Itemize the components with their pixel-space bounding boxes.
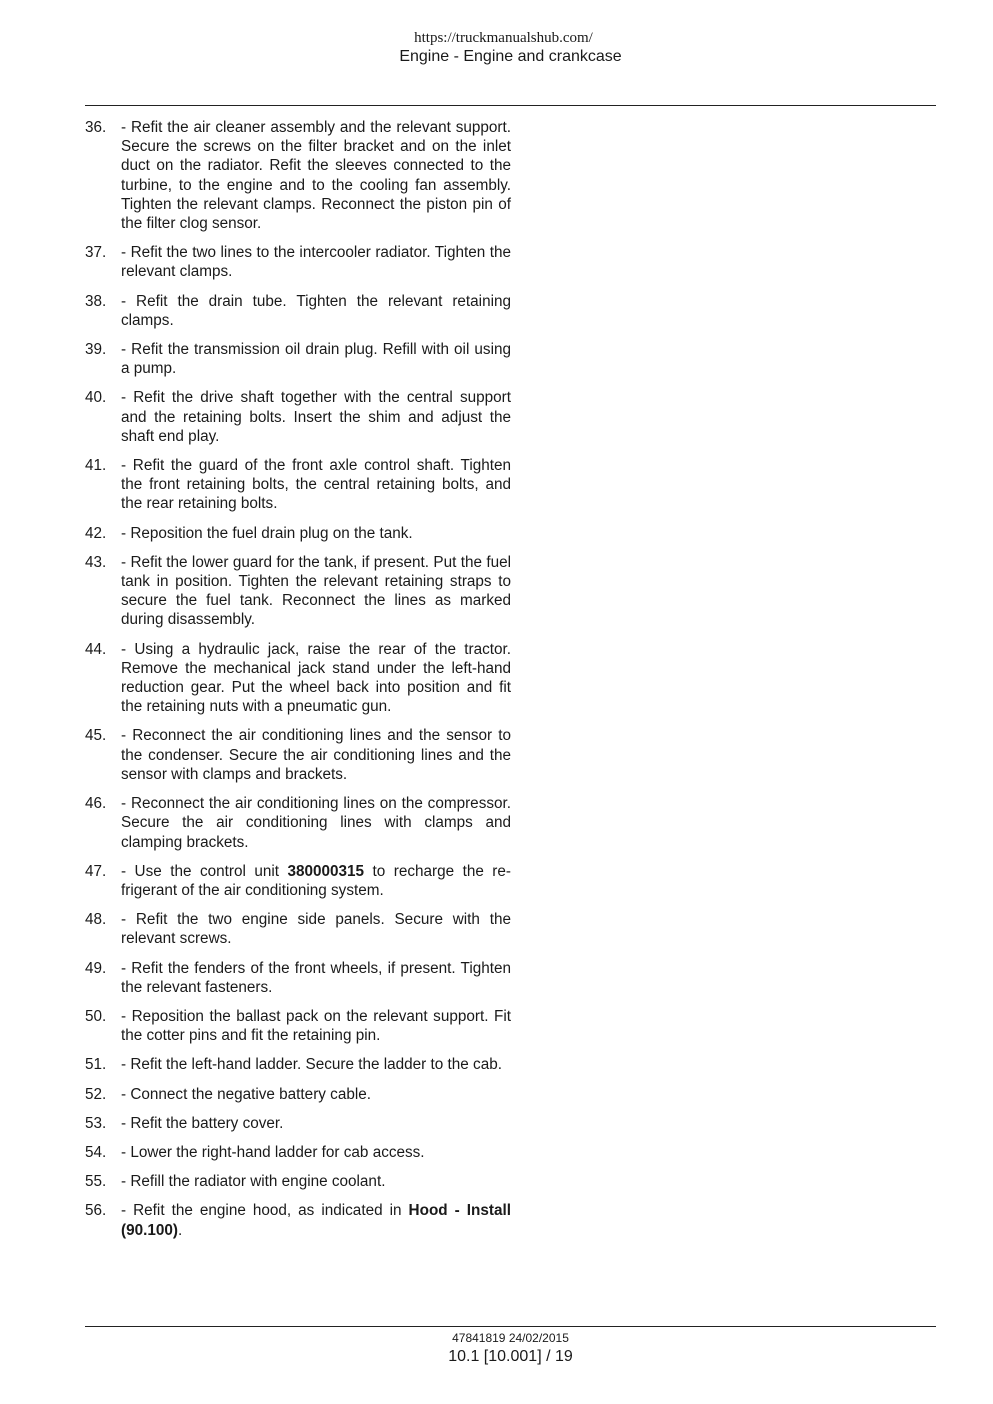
- step-item: [85, 1172, 511, 1191]
- step-text: - Reposition the fuel drain plug on the tank.: [121, 524, 413, 542]
- step-text: - Refit the battery cover.: [121, 1114, 284, 1132]
- step-item: [85, 1201, 511, 1239]
- step-number: 42.: [85, 524, 107, 542]
- step-text: - Refit the fenders of the front wheels, if present. Tighten the relevant fasteners.: [121, 959, 511, 996]
- step-text: - Reconnect the air conditioning lines on the compressor. Secure the air conditioning lines with clamps and clamping brackets.: [121, 795, 511, 851]
- step-item: [85, 640, 511, 717]
- step-item: [85, 388, 511, 446]
- step-number: 52.: [85, 1085, 107, 1103]
- step-number: 40.: [85, 389, 107, 407]
- step-text: - Refit the drive shaft together with the central support and the retaining bolts. Insert the shim and adjust the shaft end play.: [121, 389, 511, 445]
- step-number: 45.: [85, 727, 107, 745]
- step-item: [85, 553, 511, 630]
- step-item: [85, 1055, 511, 1074]
- step-number: 44.: [85, 640, 107, 658]
- step-text: - Using a hydraulic jack, raise the rear of the tractor. Remove the mechanical jack stand under the left-hand reduction gear. Put the wheel back into position and fit the retaining nuts with a pneumatic gun.: [121, 640, 511, 716]
- step-item: [85, 292, 511, 330]
- step-number: 41.: [85, 457, 107, 475]
- step-number: 47.: [85, 862, 107, 880]
- step-text-after: .: [177, 1221, 183, 1239]
- step-text: - Refit the left-hand ladder. Secure the ladder to the cab.: [121, 1056, 502, 1074]
- step-text: - Connect the negative battery cable.: [121, 1085, 372, 1103]
- step-item: [85, 243, 511, 281]
- step-number: 36.: [85, 119, 107, 136]
- footer-divider: [85, 1326, 936, 1327]
- step-text: - Refit the air cleaner assembly and the relevant support. Secure the screws on the filter bracket and on the inlet duct on the radiator. Refit the sleeves connected to the turbine, to the engine and to the cooling fan assembly. Tighten the relevant clamps. Reconnect the piston pin of the filter clog sensor.: [121, 119, 511, 233]
- step-text: - Refit the guard of the front axle control shaft. Tighten the front retaining bolts, the central retaining bolts, and the rear retaining bolts.: [121, 457, 511, 513]
- step-number: 56.: [85, 1202, 107, 1220]
- step-number: 55.: [85, 1173, 107, 1191]
- step-item: [85, 1085, 511, 1104]
- step-text: - Refit the lower guard for the tank, if present. Put the fuel tank in position. Tighten the relevant retaining straps to secure the fuel tank. Reconnect the lines as marked during disassembly.: [121, 553, 511, 629]
- procedure-steps-list: [85, 118, 511, 1250]
- step-text: [121, 862, 511, 900]
- step-item: [85, 910, 511, 948]
- step-text-before: - Refit the engine hood, as indicated in: [121, 1202, 409, 1220]
- step-item: [85, 1114, 511, 1133]
- step-item: [85, 456, 511, 514]
- header-url: https://truckmanualshub.com/: [414, 30, 593, 46]
- step-text: - Refit the transmission oil drain plug. Refill with oil using a pump.: [121, 341, 511, 378]
- step-number: 37.: [85, 244, 107, 262]
- step-text: - Reposition the ballast pack on the relevant support. Fit the cotter pins and fit the retaining pin.: [121, 1007, 511, 1045]
- tool-part-number: 380000315: [287, 862, 365, 880]
- step-text: - Refill the radiator with engine coolant.: [121, 1173, 386, 1191]
- step-item: [85, 118, 511, 233]
- page-reference: 10.1 [10.001] / 19: [448, 1348, 573, 1365]
- step-text: - Reconnect the air conditioning lines and the sensor to the condenser. Secure the air conditioning lines and the sensor with clamps and brackets.: [121, 727, 511, 783]
- step-item: [85, 959, 511, 997]
- step-number: 38.: [85, 292, 107, 310]
- step-text-after: to recharge the refrigerant of the air conditioning system.: [121, 862, 512, 899]
- step-item: [85, 862, 511, 900]
- step-item: [85, 340, 511, 378]
- step-number: 48.: [85, 911, 107, 929]
- cross-reference-link[interactable]: Hood - Install (90.100): [121, 1202, 511, 1239]
- step-number: 54.: [85, 1143, 107, 1161]
- step-text: - Lower the right-hand ladder for cab access.: [121, 1143, 425, 1161]
- step-text: [121, 1201, 511, 1239]
- step-text: - Refit the drain tube. Tighten the relevant retaining clamps.: [121, 292, 511, 329]
- step-number: 49.: [85, 959, 107, 977]
- step-item: [85, 726, 511, 784]
- step-text-before: - Use the control unit: [121, 862, 288, 880]
- document-reference: 47841819 24/02/2015: [452, 1331, 569, 1345]
- step-item: [85, 1143, 511, 1162]
- step-text: - Refit the two engine side panels. Secure with the relevant screws.: [121, 911, 511, 948]
- step-item: [85, 794, 511, 852]
- header-divider: [85, 105, 936, 106]
- step-number: 53.: [85, 1114, 107, 1132]
- step-text: - Refit the two lines to the intercooler radiator. Tighten the relevant clamps.: [121, 244, 511, 281]
- section-title: Engine - Engine and crankcase: [399, 48, 622, 65]
- step-number: 50.: [85, 1007, 107, 1025]
- step-number: 43.: [85, 553, 107, 571]
- step-number: 46.: [85, 795, 107, 813]
- step-item: [85, 524, 511, 543]
- step-number: 39.: [85, 341, 107, 359]
- step-item: [85, 1007, 511, 1045]
- step-number: 51.: [85, 1056, 107, 1074]
